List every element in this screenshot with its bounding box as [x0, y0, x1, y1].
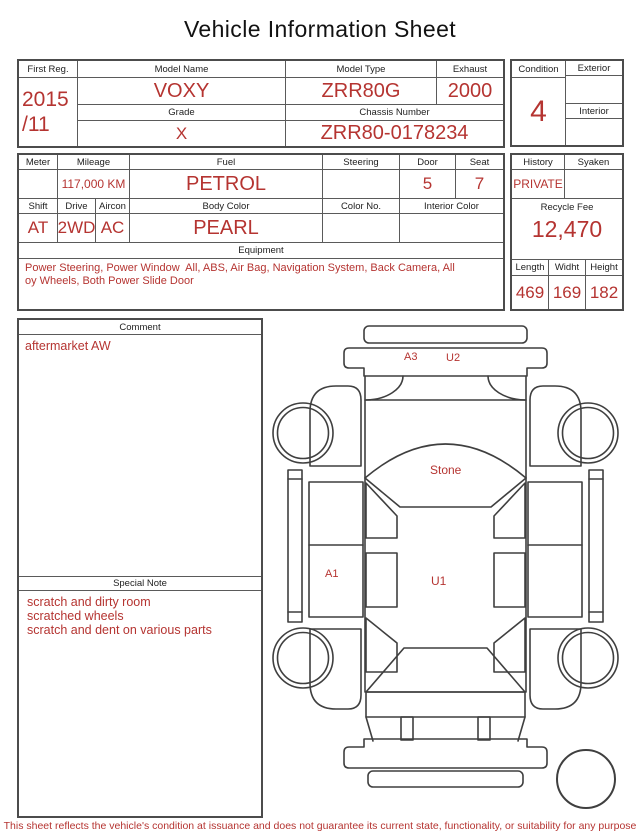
rear-left-fender: [310, 629, 361, 709]
rear-bumper-strip: [368, 771, 523, 787]
first-reg-value: [19, 78, 78, 146]
spare-tire: [557, 750, 615, 808]
rear-gate-slant-right: [518, 717, 525, 741]
registration-table: [17, 59, 505, 148]
comment-label: Comment: [19, 320, 261, 335]
disclaimer-text: This sheet reflects the vehicle's condition at issuance and does not guarantee its current state, functionality, or suitability for any purpose: [3, 820, 637, 832]
equipment-line-2: oy Wheels, Both Power Slide Door: [25, 275, 194, 287]
special-note-line: scratch and dirty room: [27, 595, 151, 609]
meter-value: [19, 170, 58, 199]
height-label: Height: [586, 260, 622, 276]
recycle-fee-label: Recycle Fee: [540, 202, 594, 213]
rear-right-wheel-inner: [563, 633, 614, 684]
model-type-value: ZRR80G: [286, 78, 437, 105]
exhaust-value: 2000: [437, 78, 503, 105]
rear-lamp-left: [401, 717, 413, 740]
rear-left-quarter-window: [366, 618, 397, 672]
shift-label: Shift: [19, 199, 58, 214]
damage-mark-u2: U2: [446, 352, 461, 364]
special-note-line: scratched wheels: [27, 609, 124, 623]
left-sill-tick: [288, 479, 302, 612]
chassis-number-value: ZRR80-0178234: [320, 122, 469, 144]
left-doors: [309, 482, 363, 617]
aircon-value: AC: [96, 214, 130, 243]
length-label: Length: [512, 260, 549, 276]
interior-label: Interior: [566, 104, 622, 119]
model-type-label: Model Type: [286, 61, 437, 78]
right-sill-tick: [589, 479, 603, 612]
width-value: 169: [549, 276, 586, 309]
door-label: Door: [400, 155, 456, 170]
syaken-value: [565, 170, 622, 199]
syaken-label: Syaken: [565, 155, 622, 170]
equipment-line-1: Power Steering, Power Window All, ABS, Air Bag, Navigation System, Back Camera, All: [25, 262, 455, 274]
exterior-label: Exterior: [566, 61, 622, 76]
front-left-wheel-inner: [278, 408, 329, 459]
body-color-label: Body Color: [130, 199, 323, 214]
shift-value: AT: [19, 214, 58, 243]
first-reg-label: First Reg.: [19, 61, 78, 78]
rear-panel: [366, 692, 525, 717]
rear-right-quarter-window: [494, 618, 525, 672]
fuel-label: Fuel: [130, 155, 323, 170]
grade-label: Grade: [78, 105, 286, 121]
rear-left-wheel: [273, 628, 333, 688]
spec-table: [17, 153, 505, 311]
fuel-value: PETROL: [130, 170, 323, 199]
color-no-label: Color No.: [323, 199, 400, 214]
rear-right-wheel: [558, 628, 618, 688]
first-reg-month: /11: [22, 113, 50, 136]
meter-label: Meter: [19, 155, 58, 170]
comment-box: [17, 318, 263, 818]
right-sill: [589, 470, 603, 622]
special-note-text: [19, 591, 261, 816]
grade-value: X: [78, 121, 286, 146]
drive-label: Drive: [58, 199, 96, 214]
rear-bumper: [344, 739, 547, 768]
model-name-value: VOXY: [78, 78, 286, 105]
interior-value: [566, 119, 622, 145]
front-right-wheel-inner: [563, 408, 614, 459]
slide-left-window: [366, 553, 397, 607]
comment-text: aftermarket AW: [25, 339, 111, 353]
damage-mark-a3: A3: [404, 351, 418, 363]
damage-mark-u1: U1: [431, 574, 447, 588]
steering-label: Steering: [323, 155, 400, 170]
recycle-fee-value: 12,470: [531, 216, 603, 242]
rear-gate-slant-left: [366, 717, 373, 741]
body-color-value: PEARL: [130, 214, 323, 243]
history-label: History: [512, 155, 565, 170]
cowl-arc-left: [366, 376, 403, 400]
car-diagram: [268, 315, 638, 815]
equipment-label: Equipment: [19, 243, 503, 259]
cowl-arc-right: [488, 376, 525, 400]
front-left-wheel: [273, 403, 333, 463]
seat-value: 7: [456, 170, 503, 199]
condition-value: 4: [530, 94, 547, 128]
length-value: 469: [512, 276, 549, 309]
condition-box: [510, 59, 624, 147]
condition-label: Condition: [512, 61, 565, 78]
left-sill: [288, 470, 302, 622]
page-title: Vehicle Information Sheet: [183, 16, 457, 42]
seat-label: Seat: [456, 155, 503, 170]
steering-value: [323, 170, 400, 199]
height-value: 182: [589, 282, 619, 302]
width-label: Widht: [549, 260, 586, 276]
rear-right-fender: [530, 629, 581, 709]
interior-color-value: [400, 214, 503, 243]
model-name-label: Model Name: [78, 61, 286, 78]
front-bumper: [364, 326, 527, 343]
windshield-base: [365, 478, 526, 507]
history-value: PRIVATE: [512, 170, 565, 199]
right-doors: [528, 482, 582, 617]
chassis-number-label: Chassis Number: [286, 105, 503, 121]
rear-lamp-right: [478, 717, 490, 740]
front-right-wheel: [558, 403, 618, 463]
rear-window: [366, 648, 525, 692]
special-note-line: scratch and dent on various parts: [27, 623, 212, 637]
special-note-label: Special Note: [19, 576, 261, 591]
interior-color-label: Interior Color: [400, 199, 503, 214]
color-no-value: [323, 214, 400, 243]
aircon-label: Aircon: [96, 199, 130, 214]
equipment-text: [19, 259, 503, 309]
drive-value: 2WD: [58, 214, 96, 243]
history-fee-box: [510, 153, 624, 311]
mileage-label: Mileage: [58, 155, 130, 170]
mileage-value: 117,000 KM: [58, 170, 130, 199]
first-reg-year: 2015: [22, 88, 69, 111]
door-value: 5: [400, 170, 456, 199]
exterior-value: [566, 76, 622, 104]
slide-right-window: [494, 553, 525, 607]
rear-left-wheel-inner: [278, 633, 329, 684]
damage-mark-stone: Stone: [430, 463, 462, 477]
exhaust-label: Exhaust: [437, 61, 503, 78]
damage-mark-a1: A1: [325, 568, 339, 580]
